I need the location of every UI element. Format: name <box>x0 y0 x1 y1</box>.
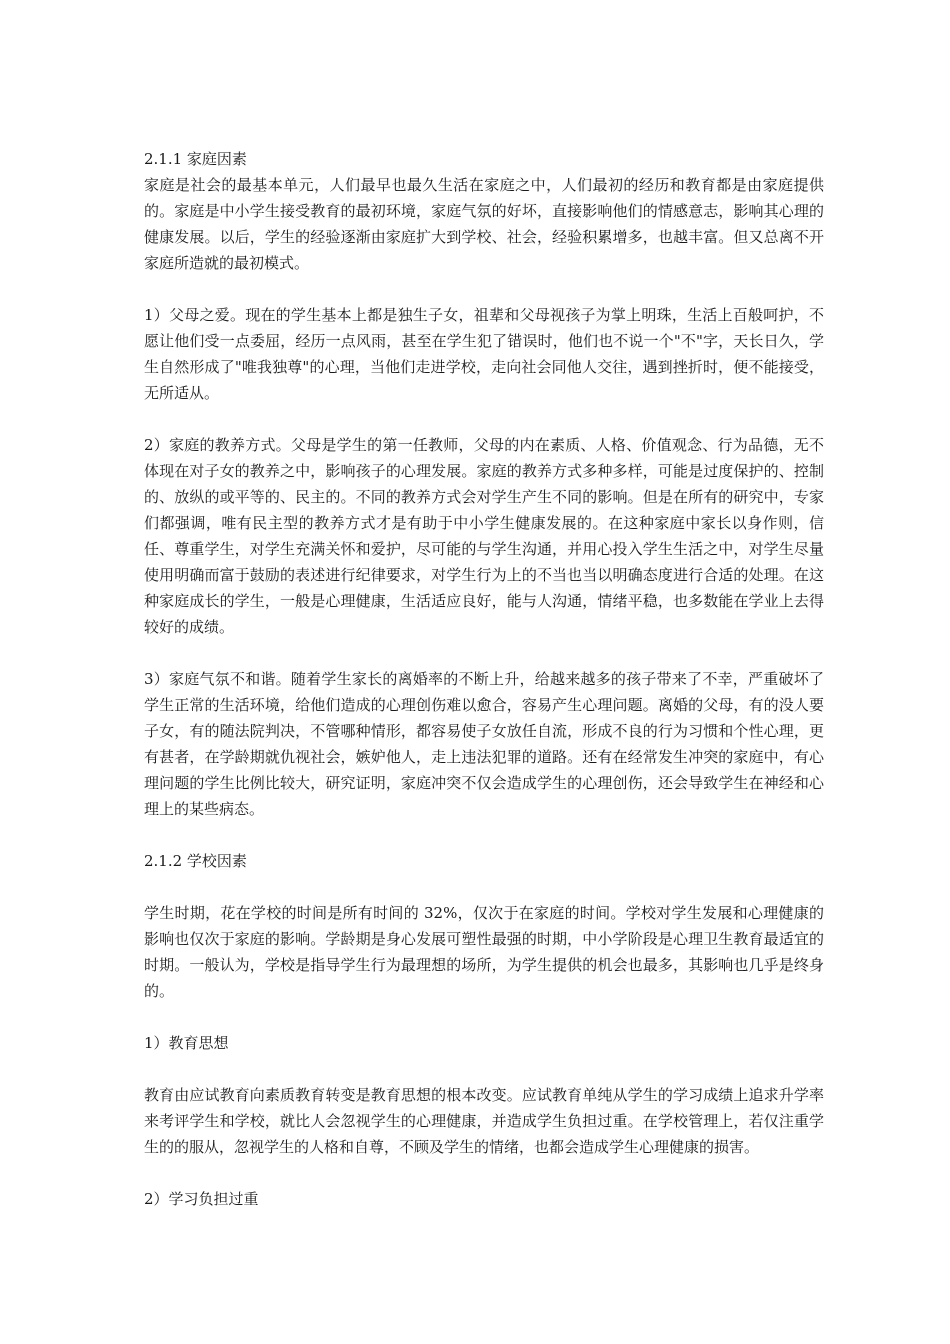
paragraph-parenting-style: 2）家庭的教养方式。父母是学生的第一任教师，父母的内在素质、人格、价值观念、行为品德，无不体现在对子女的教养之中，影响孩子的心理发展。家庭的教养方式多种多样，可能是过度保护的、控制的、放纵的或平等的、民主的。不同的教养方式会对学生产生不同的影响。但是在所有的研究中，专家们都强调，唯有民主型的教养方式才是有助于中小学生健康发展的。在这种家庭中家长以身作则，信任、尊重学生，对学生充满关怀和爱护，尽可能的与学生沟通，并用心投入学生生活之中，对学生尽量使用明确而富于鼓励的表述进行纪律要求，对学生行为上的不当也当以明确态度进行合适的处理。在这种家庭成长的学生，一般是心理健康，生活适应良好，能与人沟通，情绪平稳，也多数能在学业上去得较好的成绩。 <box>144 436 824 636</box>
section-heading-family-factors: 2.1.1 家庭因素 <box>144 150 247 168</box>
paragraph-parental-love: 1）父母之爱。现在的学生基本上都是独生子女，祖辈和父母视孩子为掌上明珠，生活上百般呵护，不愿让他们受一点委屈，经历一点风雨，甚至在学生犯了错误时，他们也不说一个"不"字，天长日久，学生自然形成了"唯我独尊"的心理，当他们走进学校，走向社会同他人交往，遇到挫折时，便不能接受，无所适从。 <box>144 306 824 402</box>
paragraph-education-thought: 教育由应试教育向素质教育转变是教育思想的根本改变。应试教育单纯从学生的学习成绩上追求升学率来考评学生和学校，就比人会忽视学生的心理健康，并造成学生负担过重。在学校管理上，若仅注重学生的的服从，忽视学生的人格和自尊，不顾及学生的情绪，也都会造成学生心理健康的损害。 <box>144 1086 824 1156</box>
paragraph-family-disharmony: 3）家庭气氛不和谐。随着学生家长的离婚率的不断上升，给越来越多的孩子带来了不幸，严重破坏了学生正常的生活环境，给他们造成的心理创伤难以愈合，容易产生心理问题。离婚的父母，有的没人要子女，有的随法院判决，不管哪种情形，都容易使子女放任自流，形成不良的行为习惯和个性心理，更有甚者，在学龄期就仇视社会，嫉妒他人，走上违法犯罪的道路。还有在经常发生冲突的家庭中，有心理问题的学生比例比较大，研究证明，家庭冲突不仅会造成学生的心理创伤，还会导致学生在神经和心理上的某些病态。 <box>144 670 824 818</box>
subheading-education-thought: 1）教育思想 <box>144 1034 229 1052</box>
subheading-study-burden: 2）学习负担过重 <box>144 1190 259 1208</box>
paragraph-school-intro: 学生时期，花在学校的时间是所有时间的 32%，仅次于在家庭的时间。学校对学生发展和心理健康的影响也仅次于家庭的影响。学龄期是身心发展可塑性最强的时期，中小学阶段是心理卫生教育最适宜的时期。一般认为，学校是指导学生行为最理想的场所，为学生提供的机会也最多，其影响也几乎是终身的。 <box>144 904 824 1000</box>
document-page <box>144 146 824 1212</box>
paragraph-family-intro: 家庭是社会的最基本单元，人们最早也最久生活在家庭之中，人们最初的经历和教育都是由家庭提供的。家庭是中小学生接受教育的最初环境，家庭气氛的好坏，直接影响他们的情感意志，影响其心理的健康发展。以后，学生的经验逐渐由家庭扩大到学校、社会，经验积累增多，也越丰富。但又总离不开家庭所造就的最初模式。 <box>144 176 824 272</box>
section-heading-school-factors: 2.1.2 学校因素 <box>144 852 247 870</box>
